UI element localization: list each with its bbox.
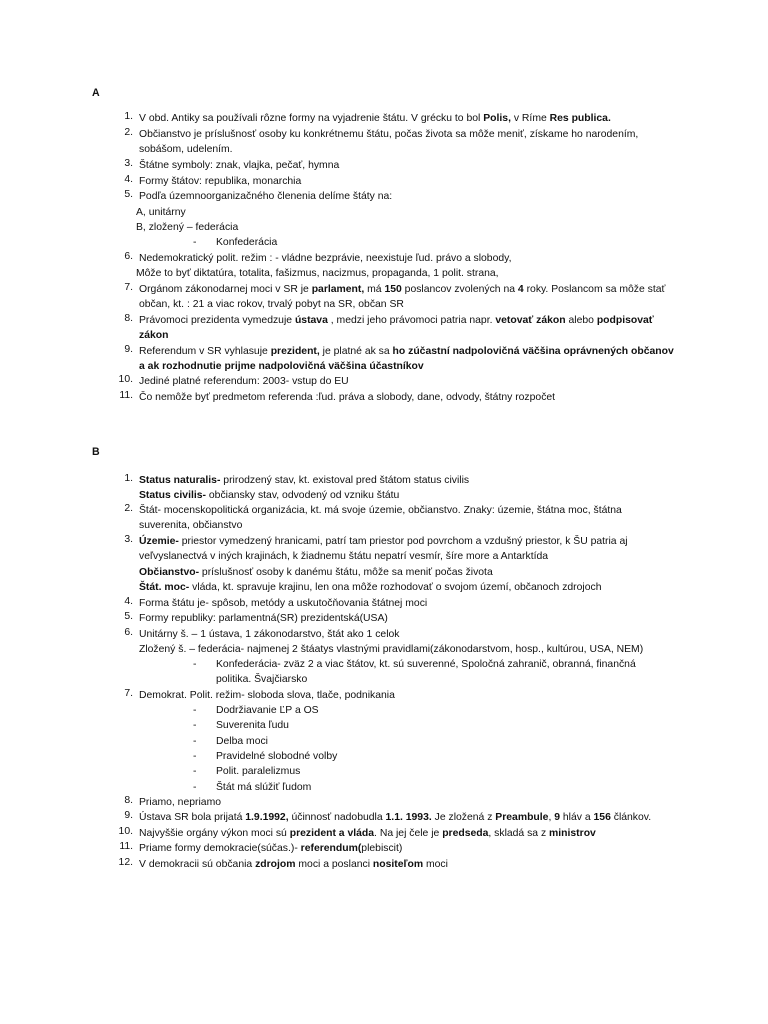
item-number: 12. xyxy=(118,857,133,868)
item-text: suverenita, občianstvo xyxy=(139,520,243,532)
item-text: občan, kt. : 21 a viac rokov, trvalý pobyt na SR, občan SR xyxy=(139,299,404,311)
section-b-heading: B xyxy=(92,446,100,458)
item-text: Čo nemôže byť predmetom referenda :ľud. práva a slobody, dane, odvody, štátny rozpočet xyxy=(139,392,556,403)
item-text: Občianstvo je príslušnosť osoby ku konkrétnemu štátu, počas života sa môže meniť, získame ho narodením, xyxy=(139,129,639,140)
dash-bullet: - xyxy=(193,705,197,716)
item-number: 11. xyxy=(119,841,133,852)
item-number: 7. xyxy=(124,282,133,293)
item-text: Demokrat. Polit. režim- sloboda slova, tlače, podnikania xyxy=(139,690,395,701)
item-text: Nedemokratický polit. režim : - vládne bezprávie, neexistuje ľud. právo a slobody, xyxy=(139,253,512,264)
item-text: Môže to byť diktatúra, totalita, fašizmus, nacizmus, propaganda, 1 polit. strana, xyxy=(136,268,499,279)
item-number: 4. xyxy=(124,174,133,185)
item-text: Priamo, nepriamo xyxy=(139,797,222,808)
dash-bullet: - xyxy=(193,237,197,248)
item-number: 3. xyxy=(124,534,133,545)
item-text: Formy štátov: republika, monarchia xyxy=(139,176,302,187)
item-number: 6. xyxy=(124,251,133,262)
item-text: Orgánom zákonodarnej moci v SR je parlament, má 150 poslancov zvolených na 4 roky. Poslancom sa môže stať xyxy=(139,284,666,295)
section-a-heading: A xyxy=(92,87,100,99)
item-number: 6. xyxy=(124,627,133,638)
item-text: Štátne symboly: znak, vlajka, pečať, hymna xyxy=(139,160,340,171)
dash-bullet: - xyxy=(193,736,197,747)
item-text: V obd. Antiky sa používali rôzne formy na vyjadrenie štátu. V grécku to bol Polis, v Ríme Res publica. xyxy=(139,113,611,124)
item-number: 1. xyxy=(124,111,133,122)
item-number: 7. xyxy=(124,688,133,699)
item-number: 11. xyxy=(119,390,133,401)
item-number: 9. xyxy=(124,344,133,355)
item-number: 4. xyxy=(124,596,133,607)
item-text: Štát- mocenskopolitická organizácia, kt. má svoje územie, občianstvo. Znaky: územie, štátna moc, štátna xyxy=(139,505,622,516)
sub-item-text: Polit. paralelizmus xyxy=(216,766,301,777)
item-text: Územie- priestor vymedzený hranicami, patrí tam priestor pod povrchom a vzdušný priestor, k ŠU patria aj xyxy=(139,536,628,547)
dash-bullet: - xyxy=(193,720,197,731)
item-text: B, zložený – federácia xyxy=(136,222,239,234)
sub-item-text: Dodržiavanie ĽP a OS xyxy=(216,705,319,716)
item-text: Status naturalis- prirodzený stav, kt. existoval pred štátom status civilis xyxy=(139,475,470,486)
item-number: 2. xyxy=(124,127,133,138)
item-number: 8. xyxy=(124,313,133,324)
item-text: Unitárny š. – 1 ústava, 1 zákonodarstvo, štát ako 1 celok xyxy=(139,629,400,640)
item-text: Ústava SR bola prijatá 1.9.1992, účinnosť nadobudla 1.1. 1993. Je zložená z Preambule, 9 hláv a 156 článkov. xyxy=(139,812,652,823)
item-text: Právomoci prezidenta vymedzuje ústava , medzi jeho právomoci patria napr. vetovať zákon alebo podpisovať xyxy=(139,315,654,326)
sub-item-text: Pravidelné slobodné volby xyxy=(216,751,338,762)
sub-item-text: Konfederácia xyxy=(216,237,278,248)
item-text: Štát. moc- vláda, kt. spravuje krajinu, len ona môže rozhodovať o svojom území, občanoch zdrojoch xyxy=(139,581,602,593)
item-text: Forma štátu je- spôsob, metódy a uskutočňovania štátnej moci xyxy=(139,598,428,609)
item-text: Status civilis- občiansky stav, odvodený od vzniku štátu xyxy=(139,490,400,502)
dash-bullet: - xyxy=(193,751,197,762)
sub-item-text: Delba moci xyxy=(216,736,268,747)
sub-item-text: Konfederácia- zväz 2 a viac štátov, kt. sú suverenné, Spoločná zahranič, obranná, finančná xyxy=(216,659,636,670)
dash-bullet: - xyxy=(193,782,197,793)
item-number: 3. xyxy=(124,158,133,169)
item-number: 1. xyxy=(124,473,133,484)
item-text: Referendum v SR vyhlasuje prezident, je platné ak sa ho zúčastní nadpolovičná väčšina oprávnených občanov xyxy=(139,346,674,357)
list-item-continuation xyxy=(136,266,708,281)
item-text: Jediné platné referendum: 2003- vstup do EU xyxy=(139,376,349,387)
item-text: veľvyslanectvá v iných krajinách, k žiadnemu štátu nepatrí vesmír, šíre more a Antarktída xyxy=(139,551,549,563)
item-text: Zložený š. – federácia- najmenej 2 štáatys vlastnými pravidlami(zákonodarstvom, hosp., kultúrou, USA, NEM) xyxy=(139,644,644,656)
item-text: Najvyššie orgány výkon moci sú prezident a vláda. Na jej čele je predseda, skladá sa z ministrov xyxy=(139,828,596,839)
dash-bullet: - xyxy=(193,659,197,670)
item-number: 10. xyxy=(118,826,133,837)
item-number: 5. xyxy=(124,611,133,622)
item-text: Podľa územnoorganizačného členenia delíme štáty na: xyxy=(139,191,393,202)
item-text: Priame formy demokracie(súčas.)- referendum(plebiscit) xyxy=(139,843,403,854)
item-text: V demokracii sú občania zdrojom moci a poslanci nositeľom moci xyxy=(139,859,448,870)
item-text: Formy republiky: parlamentná(SR) prezidentská(USA) xyxy=(139,613,388,624)
item-text: zákon xyxy=(139,330,169,342)
item-number: 9. xyxy=(124,810,133,821)
item-number: 2. xyxy=(124,503,133,514)
sub-item-text: Suverenita ľudu xyxy=(216,720,289,731)
item-number: 10. xyxy=(118,374,133,385)
item-number: 5. xyxy=(124,189,133,200)
item-number: 8. xyxy=(124,795,133,806)
dash-bullet: - xyxy=(193,766,197,777)
sub-item-text: Štát má slúžiť ľudom xyxy=(216,782,312,793)
sub-item-text: politika. Švajčiarsko xyxy=(216,674,308,686)
item-text: sobášom, udelením. xyxy=(139,144,233,156)
item-text: Občianstvo- príslušnosť osoby k danému štátu, môže sa meniť počas života xyxy=(139,566,493,578)
list-item-continuation xyxy=(136,205,708,236)
item-text: A, unitárny xyxy=(136,207,186,218)
item-text: a ak rozhodnutie prijme nadpolovičná väčšina účastníkov xyxy=(139,361,424,373)
